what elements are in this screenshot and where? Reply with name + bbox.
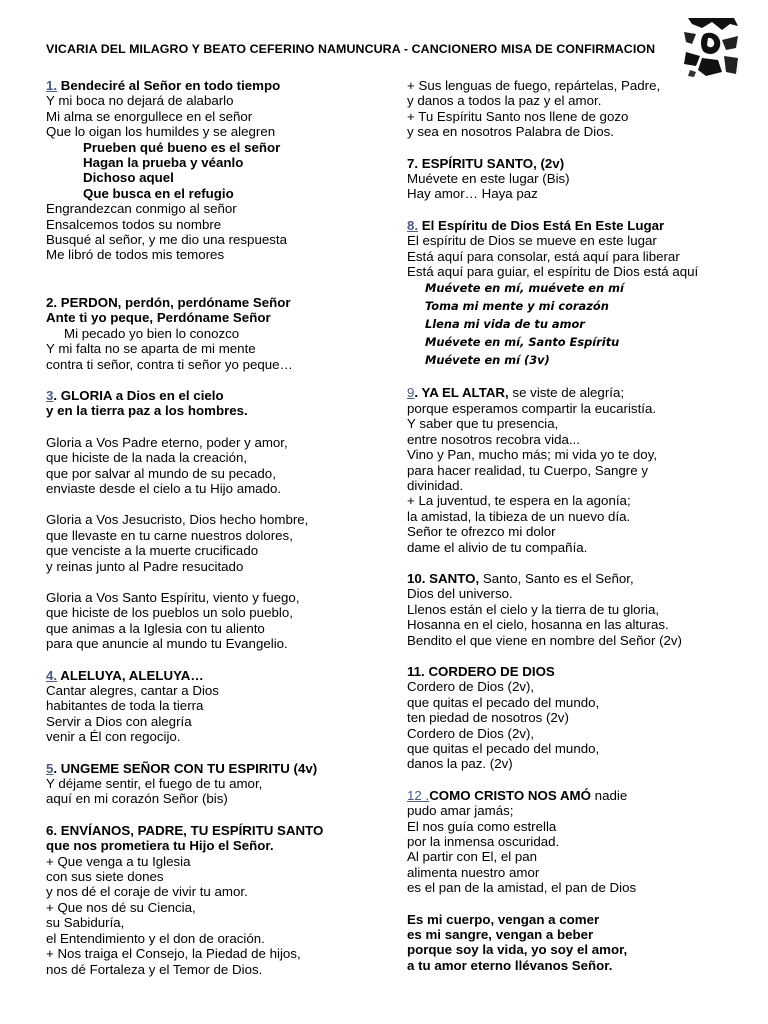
lyric-line: ten piedad de nosotros (2v)	[407, 710, 569, 726]
chorus-line: es mi sangre, vengan a beber	[407, 927, 594, 943]
song-2-title: 2. PERDON, perdón, perdóname Señor	[46, 294, 291, 310]
lyric-line: su Sabiduría,	[46, 915, 125, 931]
lyric-line: entre nosotros recobra vida...	[407, 431, 580, 447]
italic-line: Muévete en mí (3v)	[425, 353, 550, 368]
lyric-line: El espíritu de Dios se mueve en este lugar	[407, 233, 657, 249]
chorus-line: Que busca en el refugio	[83, 185, 234, 201]
song-1-title: 1. Bendeciré al Señor en todo tiempo	[46, 78, 281, 93]
lyric-line: Busqué al señor, y me dio una respuesta	[46, 232, 287, 248]
lyric-line: danos la paz. (2v)	[407, 756, 513, 772]
lyric-line: Vino y Pan, mucho más; mi vida yo te doy,	[407, 447, 658, 463]
lyric-line: Cordero de Dios (2v),	[407, 725, 535, 741]
song-6-subtitle: que nos prometiera tu Hijo el Señor.	[46, 838, 274, 854]
lyric-line: Gloria a Vos Santo Espíritu, viento y fuego,	[46, 589, 300, 605]
left-column	[46, 78, 386, 977]
song-5-title: 5. UNGEME SEÑOR CON TU ESPIRITU (4v)	[46, 760, 318, 776]
lyric-line: Llenos están el cielo y la tierra de tu gloria,	[407, 601, 660, 617]
lyric-line: Ensalcemos todos su nombre	[46, 216, 222, 232]
lyric-line: + Que venga a tu Iglesia	[46, 853, 191, 869]
lyric-line: Al partir con El, el pan	[407, 849, 538, 865]
song-7-title: 7. ESPÍRITU SANTO, (2v)	[407, 155, 565, 171]
lyric-line: que llevaste en tu carne nuestros dolores,	[46, 527, 293, 543]
lyric-line: porque esperamos compartir la eucaristía.	[407, 400, 657, 416]
right-column	[407, 78, 752, 973]
lyric-line: para hacer realidad, tu Cuerpo, Sangre y	[407, 462, 648, 478]
italic-line: Toma mi mente y mi corazón	[425, 299, 609, 314]
lyric-line: + Sus lenguas de fuego, repártelas, Padre,	[407, 78, 661, 93]
lyric-line: y danos a todos la paz y el amor.	[407, 93, 602, 109]
lyric-line: Servir a Dios con alegría	[46, 713, 192, 729]
chorus-line: porque soy la vida, yo soy el amor,	[407, 942, 628, 958]
lyric-line: el Entendimiento y el don de oración.	[46, 930, 265, 946]
song-3-subtitle: y en la tierra paz a los hombres.	[46, 403, 248, 419]
lyric-line: Señor te ofrezco mi dolor	[407, 524, 556, 540]
lyric-line: Engrandezcan conmigo al señor	[46, 201, 237, 217]
lyric-line: dame el alivio de tu compañía.	[407, 539, 588, 555]
lyric-line: que hiciste de la nada la creación,	[46, 450, 248, 466]
lyric-line: que hiciste de los pueblos un solo pueblo,	[46, 605, 293, 621]
italic-line: Llena mi vida de tu amor	[425, 317, 585, 332]
song-10-title: 10. SANTO, Santo, Santo es el Señor,	[407, 570, 634, 586]
lyric-line: + Que nos dé su Ciencia,	[46, 899, 196, 915]
lyric-line: + Nos traiga el Consejo, la Piedad de hijos,	[46, 946, 301, 962]
lyric-line: Cantar alegres, cantar a Dios	[46, 683, 219, 698]
lyric-line: Y déjame sentir, el fuego de tu amor,	[46, 776, 263, 792]
lyric-line: para que anuncie al mundo tu Evangelio.	[46, 636, 288, 652]
song-9-title: 9. YA EL ALTAR, se viste de alegría;	[407, 385, 625, 401]
lyric-line: Cordero de Dios (2v),	[407, 679, 535, 695]
italic-line: Muévete en mí, muévete en mí	[425, 281, 624, 296]
song-2-subtitle: Ante ti yo peque, Perdóname Señor	[46, 310, 271, 326]
lyric-line: Hosanna en el cielo, hosanna en las alturas.	[407, 617, 669, 633]
lyric-line: que por salvar al mundo de su pecado,	[46, 465, 276, 481]
lyric-line: + La juventud, te espera en la agonía;	[407, 493, 631, 509]
lyric-line: Me libró de todos mis temores	[46, 247, 225, 263]
lyric-line: Y saber que tu presencia,	[407, 416, 559, 432]
lyric-line: + Tu Espíritu Santo nos llene de gozo	[407, 108, 629, 124]
lyric-line: El nos guía como estrella	[407, 818, 557, 834]
lyric-line: con sus siete dones	[46, 869, 164, 885]
chorus-line: Dichoso aquel	[83, 170, 174, 186]
song-6-title: 6. ENVÍANOS, PADRE, TU ESPÍRITU SANTO	[46, 822, 324, 838]
lyric-line: y reinas junto al Padre resucitado	[46, 558, 244, 574]
lyric-line: Mi alma se enorgullece en el señor	[46, 108, 253, 124]
logo-illustration	[682, 14, 740, 78]
lyric-line: alimenta nuestro amor	[407, 864, 540, 880]
lyric-line: venir a Él con regocijo.	[46, 729, 181, 745]
lyric-line: pudo amar jamás;	[407, 803, 514, 819]
song-8-title: 8. El Espíritu de Dios Está En Este Lugar	[407, 217, 665, 233]
lyric-line: habitantes de toda la tierra	[46, 698, 204, 714]
chorus-line: Es mi cuerpo, vengan a comer	[407, 911, 600, 927]
lyric-line: Gloria a Vos Padre eterno, poder y amor,	[46, 434, 288, 450]
lyric-line: que quitas el pecado del mundo,	[407, 694, 600, 710]
chorus-line: Hagan la prueba y véanlo	[83, 155, 244, 171]
lyric-line: Y mi boca no dejará de alabarlo	[46, 93, 234, 109]
song-11-title: 11. CORDERO DE DIOS	[407, 663, 555, 679]
lyric-line: Mi pecado yo bien lo conozco	[64, 325, 240, 341]
lyric-line: Gloria a Vos Jesucristo, Dios hecho hombre,	[46, 512, 309, 528]
song-3-title: 3. GLORIA a Dios en el cielo	[46, 387, 224, 403]
lyric-line: enviaste desde el cielo a tu Hijo amado.	[46, 480, 282, 496]
lyric-line: y nos dé el coraje de vivir tu amor.	[46, 884, 248, 900]
lyric-line: aquí en mi corazón Señor (bis)	[46, 791, 228, 807]
lyric-line: Hay amor… Haya paz	[407, 186, 538, 202]
lyric-line: por la inmensa oscuridad.	[407, 834, 560, 850]
lyric-line: Y mi falta no se aparta de mi mente	[46, 341, 256, 357]
lyric-line: Está aquí para guiar, el espíritu de Dios está aquí	[407, 264, 699, 280]
lyric-line: Bendito el que viene en nombre del Señor (2v)	[407, 632, 682, 648]
lyric-line: y sea en nosotros Palabra de Dios.	[407, 124, 614, 140]
lyric-line: Que lo oigan los humildes y se alegren	[46, 124, 276, 140]
lyric-line: es el pan de la amistad, el pan de Dios	[407, 880, 637, 896]
italic-chorus	[407, 279, 752, 369]
lyric-line: Está aquí para consolar, está aquí para liberar	[407, 248, 680, 264]
chorus-line: a tu amor eterno llévanos Señor.	[407, 957, 613, 973]
lyric-line: Dios del universo.	[407, 586, 513, 602]
lyric-line: que animas a la Iglesia con tu aliento	[46, 620, 265, 636]
lyric-line: Muévete en este lugar (Bis)	[407, 171, 570, 187]
lyric-line: nos dé Fortaleza y el Temor de Dios.	[46, 961, 263, 977]
lyric-line: que quitas el pecado del mundo,	[407, 741, 600, 756]
song-4-title: 4. ALELUYA, ALELUYA…	[46, 667, 204, 683]
lyric-line: que venciste a la muerte crucificado	[46, 543, 259, 559]
lyric-line: contra ti señor, contra ti señor yo peque…	[46, 356, 293, 372]
lyric-line: la amistad, la tibieza de un nuevo día.	[407, 508, 631, 524]
page-header: VICARIA DEL MILAGRO Y BEATO CEFERINO NAMUNCURA - CANCIONERO MISA DE CONFIRMACION	[46, 42, 656, 56]
song-12-title: 12 .COMO CRISTO NOS AMÓ nadie	[407, 787, 628, 803]
italic-line: Muévete en mí, Santo Espíritu	[425, 335, 620, 350]
lyric-line: divinidad.	[407, 477, 464, 493]
chorus-line: Prueben qué bueno es el señor	[83, 139, 281, 155]
